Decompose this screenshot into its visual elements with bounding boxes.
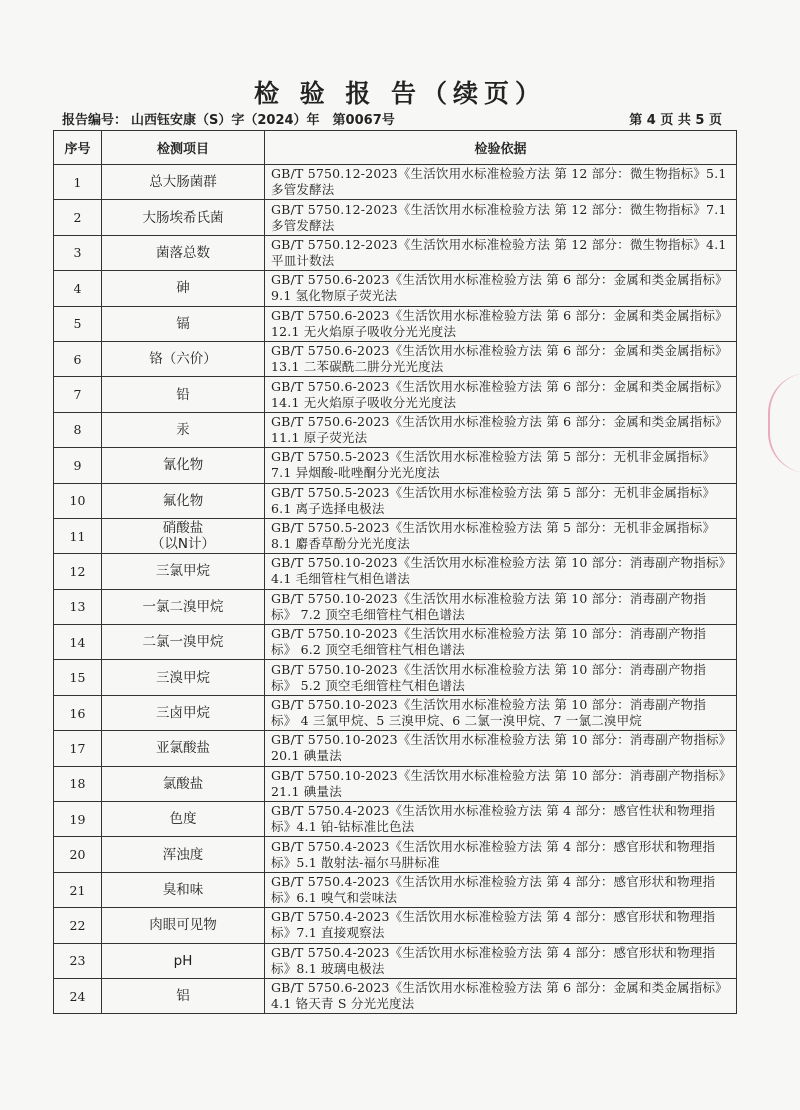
basis-cell: GB/T 5750.12-2023《生活饮用水标准检验方法 第 12 部分：微生物指标》7.1 多管发酵法 (265, 200, 737, 235)
table-row (54, 200, 737, 235)
table-row (54, 872, 737, 907)
item-cell: 氯酸盐 (102, 766, 265, 801)
seq-cell: 6 (54, 341, 102, 376)
seq-cell: 21 (54, 872, 102, 907)
table-row (54, 271, 737, 306)
item-cell: 一氯二溴甲烷 (102, 589, 265, 624)
seq-cell: 7 (54, 377, 102, 412)
basis-cell: GB/T 5750.6-2023《生活饮用水标准检验方法 第 6 部分：金属和类金属指标》 4.1 铬天青 S 分光光度法 (265, 978, 737, 1013)
table-row (54, 660, 737, 695)
table-row (54, 978, 737, 1013)
seq-cell: 2 (54, 200, 102, 235)
item-cell: 三氯甲烷 (102, 554, 265, 589)
basis-cell: GB/T 5750.10-2023《生活饮用水标准检验方法 第 10 部分：消毒副产物指标》 4 三氯甲烷、5 三溴甲烷、6 二氯一溴甲烷、7 一氯二溴甲烷 (265, 695, 737, 730)
basis-cell: GB/T 5750.5-2023《生活饮用水标准检验方法 第 5 部分：无机非金属指标》8.1 麝香草酚分光光度法 (265, 518, 737, 553)
header-basis: 检验依据 (265, 131, 737, 165)
seq-cell: 5 (54, 306, 102, 341)
basis-cell: GB/T 5750.6-2023《生活饮用水标准检验方法 第 6 部分：金属和类金属指标》14.1 无火焰原子吸收分光光度法 (265, 377, 737, 412)
table-row (54, 766, 737, 801)
basis-cell: GB/T 5750.6-2023《生活饮用水标准检验方法 第 6 部分：金属和类金属指标》9.1 氢化物原子荧光法 (265, 271, 737, 306)
item-cell: 浑浊度 (102, 837, 265, 872)
basis-cell: GB/T 5750.4-2023《生活饮用水标准检验方法 第 4 部分：感官形状和物理指标》5.1 散射法-福尔马肼标准 (265, 837, 737, 872)
header-seq: 序号 (54, 131, 102, 165)
item-cell: 总大肠菌群 (102, 165, 265, 200)
seq-cell: 11 (54, 518, 102, 553)
item-cell: 肉眼可见物 (102, 908, 265, 943)
table-row (54, 165, 737, 200)
seq-cell: 19 (54, 802, 102, 837)
seq-cell: 18 (54, 766, 102, 801)
basis-cell: GB/T 5750.10-2023《生活饮用水标准检验方法 第 10 部分：消毒副产物指标》 6.2 顶空毛细管柱气相色谱法 (265, 625, 737, 660)
report-number-label: 报告编号： (62, 113, 128, 128)
table-body (54, 165, 737, 1014)
item-cell: 氰化物 (102, 448, 265, 483)
item-cell: 镉 (102, 306, 265, 341)
seq-cell: 9 (54, 448, 102, 483)
table-row (54, 448, 737, 483)
basis-cell: GB/T 5750.10-2023《生活饮用水标准检验方法 第 10 部分：消毒副产物指标》20.1 碘量法 (265, 731, 737, 766)
item-cell: 铅 (102, 377, 265, 412)
seal-stamp (768, 373, 800, 473)
item-cell: 臭和味 (102, 872, 265, 907)
seq-cell: 10 (54, 483, 102, 518)
seq-cell: 14 (54, 625, 102, 660)
item-cell: 氟化物 (102, 483, 265, 518)
item-cell: pH (102, 943, 265, 978)
item-cell: 三溴甲烷 (102, 660, 265, 695)
seq-cell: 1 (54, 165, 102, 200)
item-cell: 亚氯酸盐 (102, 731, 265, 766)
basis-cell: GB/T 5750.4-2023《生活饮用水标准检验方法 第 4 部分：感官形状和物理指标》6.1 嗅气和尝味法 (265, 872, 737, 907)
basis-cell: GB/T 5750.4-2023《生活饮用水标准检验方法 第 4 部分：感官形状和物理指标》8.1 玻璃电极法 (265, 943, 737, 978)
seq-cell: 8 (54, 412, 102, 447)
basis-cell: GB/T 5750.6-2023《生活饮用水标准检验方法 第 6 部分：金属和类金属指标》13.1 二苯碳酰二肼分光光度法 (265, 341, 737, 376)
item-cell: 三卤甲烷 (102, 695, 265, 730)
seq-cell: 4 (54, 271, 102, 306)
table-row (54, 589, 737, 624)
basis-cell: GB/T 5750.5-2023《生活饮用水标准检验方法 第 5 部分：无机非金属指标》6.1 离子选择电极法 (265, 483, 737, 518)
basis-cell: GB/T 5750.6-2023《生活饮用水标准检验方法 第 6 部分：金属和类金属指标》12.1 无火焰原子吸收分光光度法 (265, 306, 737, 341)
table-row (54, 483, 737, 518)
report-meta (62, 109, 722, 127)
table-row (54, 695, 737, 730)
page-title: 检 验 报 告（续页） (253, 79, 547, 108)
table-row (54, 235, 737, 270)
basis-cell: GB/T 5750.10-2023《生活饮用水标准检验方法 第 10 部分：消毒副产物指标》 7.2 顶空毛细管柱气相色谱法 (265, 589, 737, 624)
item-cell: 二氯一溴甲烷 (102, 625, 265, 660)
item-cell: 菌落总数 (102, 235, 265, 270)
basis-cell: GB/T 5750.10-2023《生活饮用水标准检验方法 第 10 部分：消毒副产物指标》21.1 碘量法 (265, 766, 737, 801)
table-row (54, 377, 737, 412)
table-row (54, 341, 737, 376)
table-header-row (54, 131, 737, 165)
seq-cell: 15 (54, 660, 102, 695)
table-row (54, 908, 737, 943)
basis-cell: GB/T 5750.4-2023《生活饮用水标准检验方法 第 4 部分：感官形状和物理指标》7.1 直接观察法 (265, 908, 737, 943)
seq-cell: 23 (54, 943, 102, 978)
report-number (62, 109, 399, 128)
report-number-value: 山西钰安康（S）字（2024）年 第0067号 (131, 113, 395, 128)
page-info: 第 4 页 共 5 页 (629, 113, 722, 128)
table-row (54, 625, 737, 660)
table-row (54, 802, 737, 837)
table-row (54, 306, 737, 341)
item-cell: 色度 (102, 802, 265, 837)
item-cell: 铬（六价） (102, 341, 265, 376)
item-cell: 大肠埃希氏菌 (102, 200, 265, 235)
seq-cell: 24 (54, 978, 102, 1013)
seq-cell: 17 (54, 731, 102, 766)
table-row (54, 837, 737, 872)
basis-cell: GB/T 5750.12-2023《生活饮用水标准检验方法 第 12 部分：微生物指标》5.1 多管发酵法 (265, 165, 737, 200)
basis-cell: GB/T 5750.5-2023《生活饮用水标准检验方法 第 5 部分：无机非金属指标》7.1 异烟酸-吡唑酮分光光度法 (265, 448, 737, 483)
item-cell: 汞 (102, 412, 265, 447)
basis-cell: GB/T 5750.10-2023《生活饮用水标准检验方法 第 10 部分：消毒副产物指标》4.1 毛细管柱气相色谱法 (265, 554, 737, 589)
table-row (54, 731, 737, 766)
header-item: 检测项目 (102, 131, 265, 165)
seq-cell: 3 (54, 235, 102, 270)
item-cell: 砷 (102, 271, 265, 306)
seq-cell: 22 (54, 908, 102, 943)
inspection-basis-table (53, 130, 737, 1014)
seq-cell: 13 (54, 589, 102, 624)
basis-cell: GB/T 5750.4-2023《生活饮用水标准检验方法 第 4 部分：感官性状和物理指标》4.1 铂-钴标准比色法 (265, 802, 737, 837)
table-row (54, 943, 737, 978)
seq-cell: 16 (54, 695, 102, 730)
basis-cell: GB/T 5750.12-2023《生活饮用水标准检验方法 第 12 部分：微生物指标》4.1 平皿计数法 (265, 235, 737, 270)
seq-cell: 20 (54, 837, 102, 872)
table-row (54, 554, 737, 589)
seq-cell: 12 (54, 554, 102, 589)
basis-cell: GB/T 5750.10-2023《生活饮用水标准检验方法 第 10 部分：消毒副产物指标》 5.2 顶空毛细管柱气相色谱法 (265, 660, 737, 695)
table-row (54, 412, 737, 447)
item-cell: 硝酸盐 （以N计） (102, 518, 265, 553)
item-cell: 铝 (102, 978, 265, 1013)
basis-cell: GB/T 5750.6-2023《生活饮用水标准检验方法 第 6 部分：金属和类金属指标》11.1 原子荧光法 (265, 412, 737, 447)
table-row (54, 518, 737, 553)
